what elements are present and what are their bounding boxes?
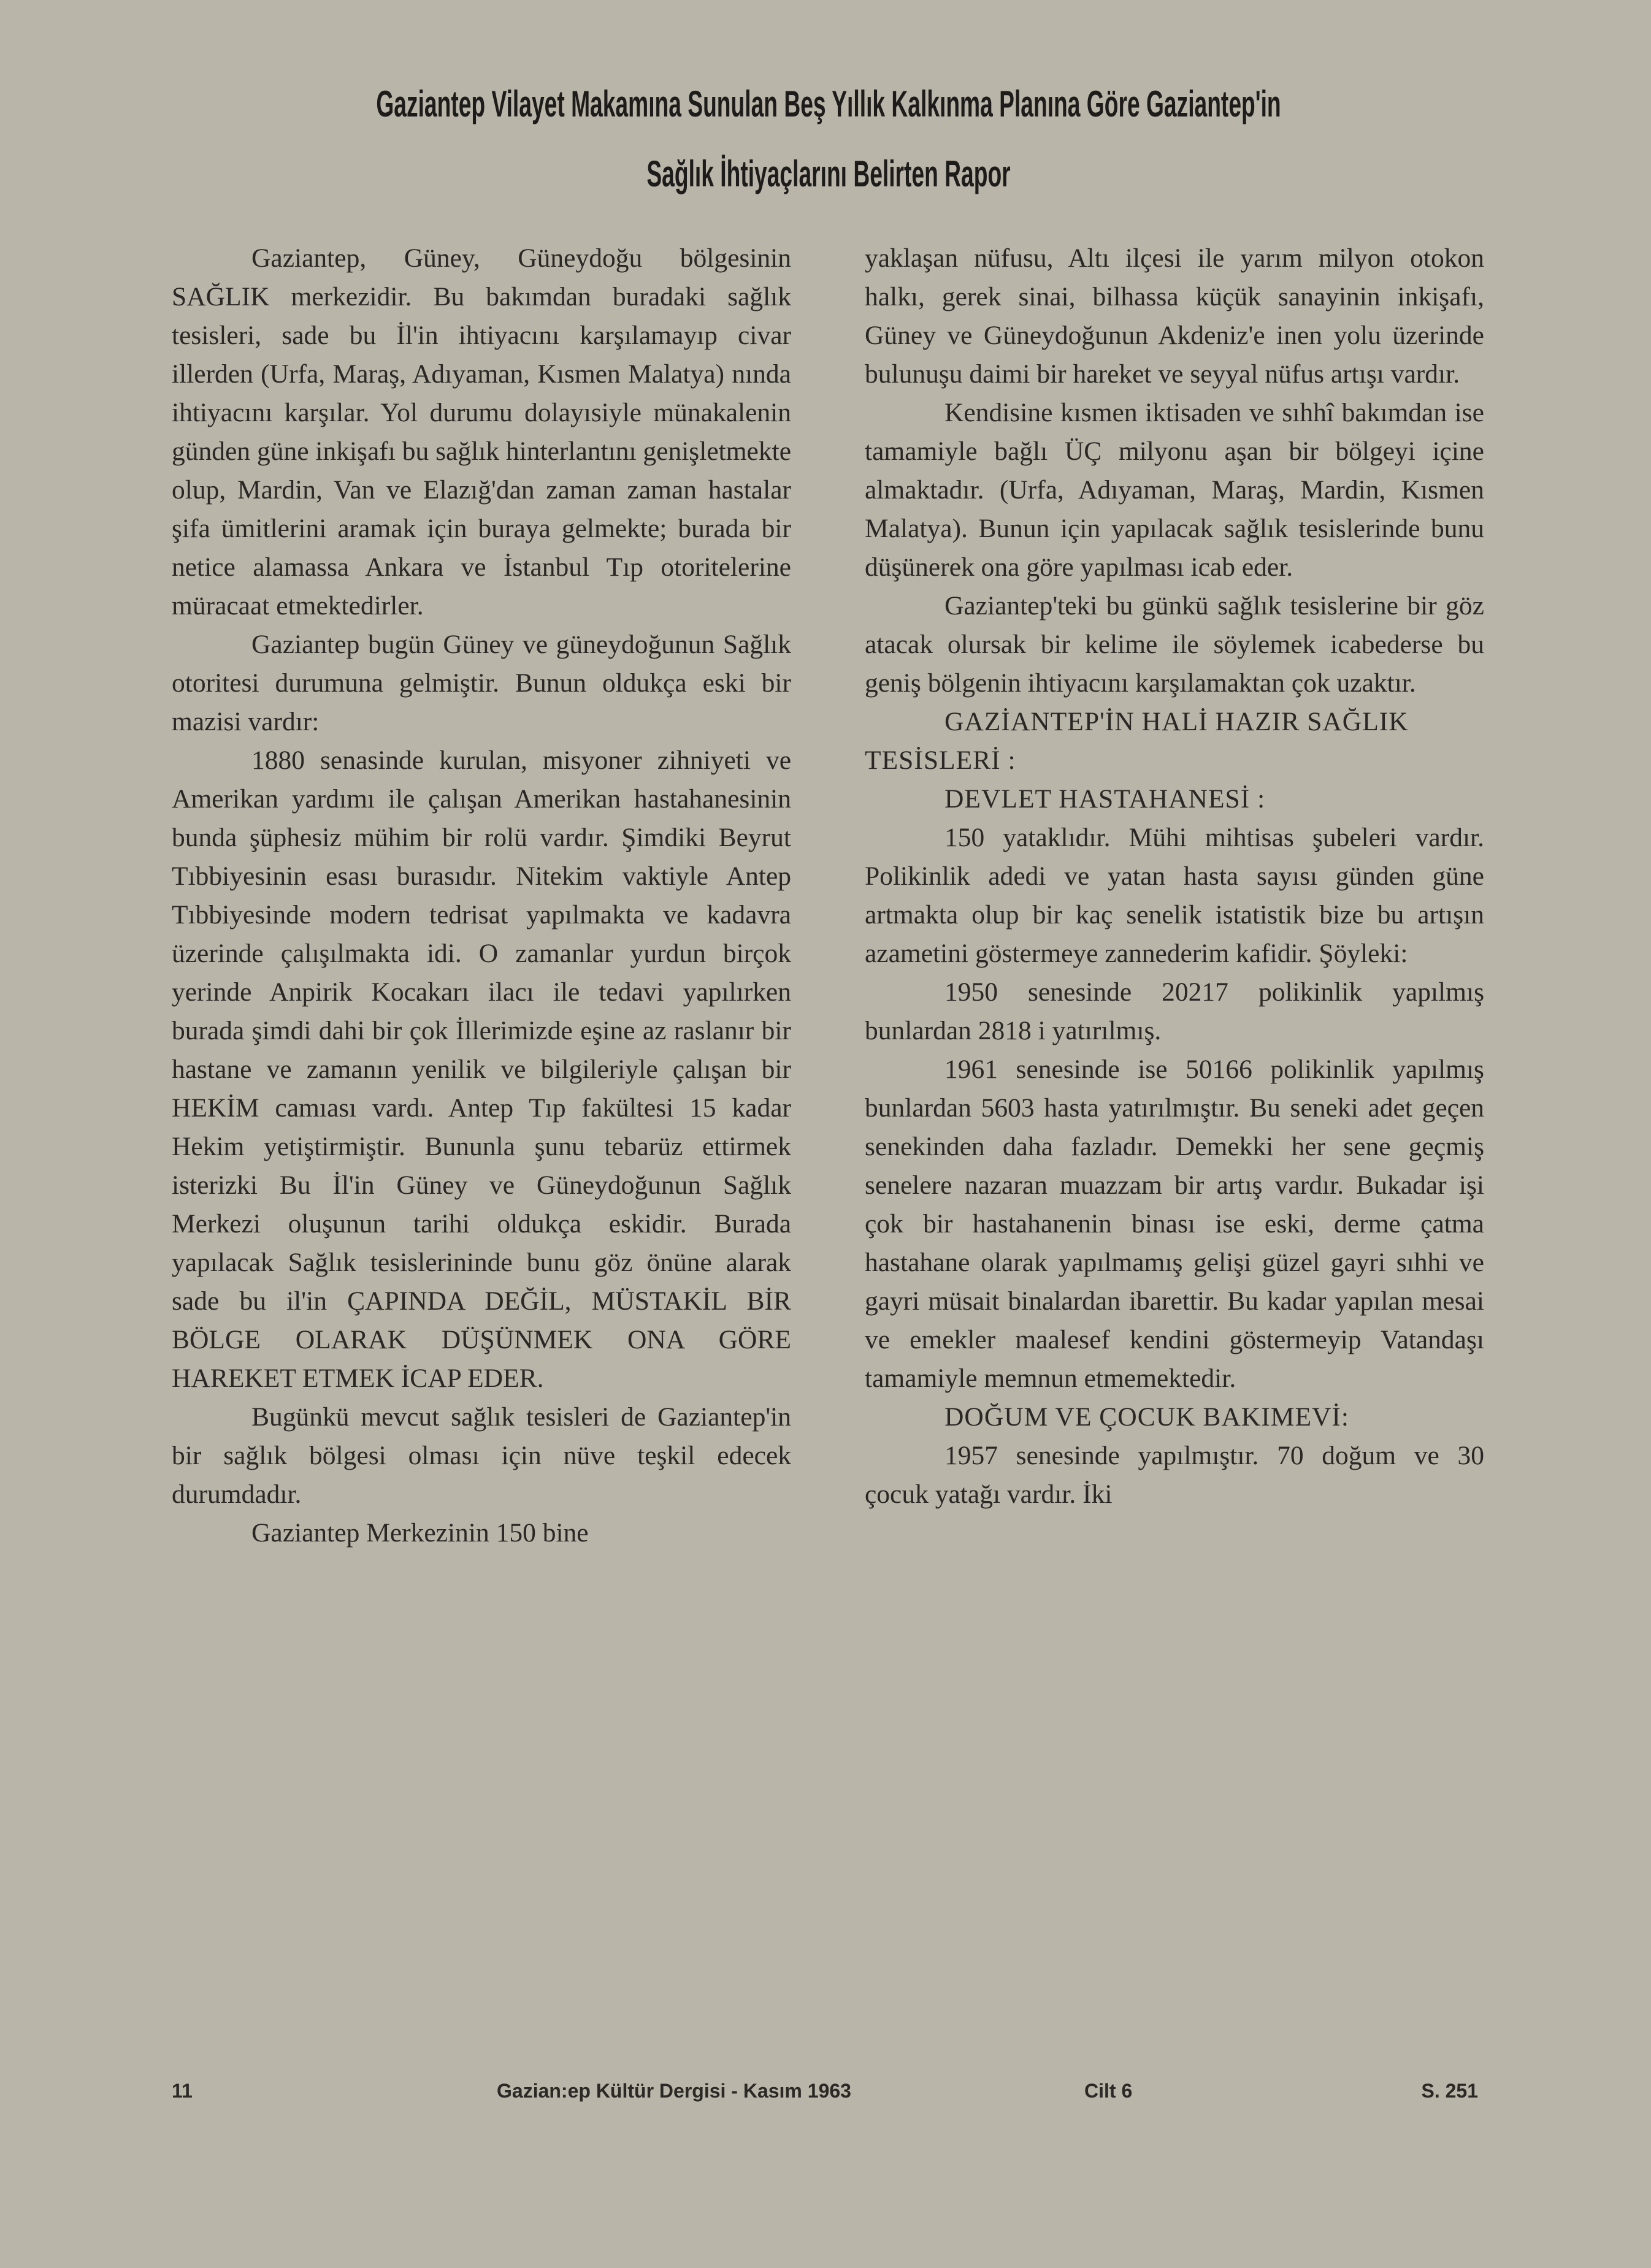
right-paragraph-3: Gaziantep'teki bu günkü sağlık tesislerine bir göz atacak olursak bir kelime ile söylemek icabederse bu geniş bölgenin ihtiyacını karşılamaktan çok uzaktır. bbox=[865, 591, 1484, 698]
left-paragraph-2: Gaziantep bugün Güney ve güneydoğunun Sağlık otoritesi durumuna gelmiştir. Bunun oldukça eski bir mazisi vardır: bbox=[172, 630, 791, 736]
article-body bbox=[172, 239, 1484, 2072]
right-paragraph-1: yaklaşan nüfusu, Altı ilçesi ile yarım milyon otokon halkı, gerek sinai, bilhassa küçük sanayinin inkişafı, Güney ve Güneydoğunun Akdeniz'e inen yolu üzerinde bulunuşu daimi bir hareket ve seyyal nüfus artışı vardır. bbox=[865, 243, 1484, 389]
right-paragraph-6: 1961 senesinde ise 50166 polikinlik yapılmış bunlardan 5603 hasta yatırılmıştır. Bu seneki adet geçen senekinden daha fazladır. Demekki her sene geçmiş senelere nazaran muazzam bir artış vardır. Bukadar işi çok bir hastahanenin binası ise eski, derme çatma hastahane olarak yapılmamış gelişi güzel gayri sıhhi ve gayri müsait binalardan ibarettir. Bu kadar yapılan mesai ve emekler maalesef kendini göstermeyip Vatandaşı tamamiyle memnun etmemektedir. bbox=[865, 1055, 1484, 1393]
footer-volume: Cilt 6 bbox=[1084, 2080, 1133, 2102]
left-paragraph-1: Gaziantep, Güney, Güneydoğu bölgesinin SAĞLIK merkezidir. Bu bakımdan buradaki sağlık tesisleri, sade bu İl'in ihtiyacını karşılamayıp civar illerden (Urfa, Maraş, Adıyaman, Kısmen Malatya) nında ihtiyacını karşılar. Yol durumu dolayısiyle münakalenin günden güne inkişafı bu sağlık hinterlantını genişletmekte olup, Mardin, Van ve Elazığ'dan zaman zaman hastalar şifa ümitlerini aramak için buraya gelmekte; burada bir netice alamassa Ankara ve İstanbul Tıp otoritelerine müracaat etmektedirler. bbox=[172, 243, 791, 620]
right-paragraph-4: 150 yataklıdır. Mühi mihtisas şubeleri vardır. Polikinlik adedi ve yatan hasta sayısı günden güne artmakta olup bir kaç senelik istatistik bize bu artışın azametini göstermeye zannederim kafidir. Şöyleki: bbox=[865, 823, 1484, 968]
footer-publication: Gazian:ep Kültür Dergisi - Kasım 1963 bbox=[497, 2080, 851, 2102]
right-paragraph-5: 1950 senesinde 20217 polikinlik yapılmış bunlardan 2818 i yatırılmış. bbox=[865, 977, 1484, 1045]
footer-page-number: S. 251 bbox=[1421, 2080, 1478, 2102]
section-heading-facilities: GAZİANTEP'İN HALİ HAZIR SAĞLIK TESİSLERİ : bbox=[865, 707, 1409, 775]
section-heading-state-hospital: DEVLET HASTAHANESİ : bbox=[944, 784, 1266, 814]
left-column bbox=[172, 239, 791, 2072]
right-column bbox=[865, 239, 1484, 2072]
left-paragraph-4: Bugünkü mevcut sağlık tesisleri de Gaziantep'in bir sağlık bölgesi olması için nüve teşkil edecek durumdadır. bbox=[172, 1402, 791, 1509]
footer-left-number: 11 bbox=[172, 2080, 193, 2102]
article-title-line-2: Sağlık İhtiyaçlarını Belirten Rapor bbox=[646, 153, 1011, 194]
left-paragraph-3: 1880 senasinde kurulan, misyoner zihniyeti ve Amerikan yardımı ile çalışan Amerikan hastahanesinin bunda şüphesiz mühim bir rolü vardır. Şimdiki Beyrut Tıbbiyesinin esası burasıdır. Nitekim vaktiyle Antep Tıbbiyesinde modern tedrisat yapılmakta ve kadavra üzerinde çalışılmakta idi. O zamanlar yurdun birçok yerinde Anpirik Kocakarı ilacı ile tedavi yapılırken burada şimdi dahi bir çok İllerimizde eşine az raslanır bir hastane ve zamanın yenilik ve bilgileriyle çalışan bir HEKİM camıası vardı. Antep Tıp fakültesi 15 kadar Hekim yetiştirmiştir. Bununla şunu tebarüz ettirmek isterizki Bu İl'in Güney ve Güneydoğunun Sağlık Merkezi oluşunun tarihi oldukça eskidir. Burada yapılacak Sağlık tesislerininde bunu göz önüne alarak sade bu il'in ÇAPINDA DEĞİL, MÜSTAKİL BİR BÖLGE OLARAK DÜŞÜNMEK ONA GÖRE HAREKET ETMEK İCAP EDER. bbox=[172, 746, 791, 1393]
left-paragraph-5: Gaziantep Merkezinin 150 bine bbox=[251, 1518, 589, 1548]
right-paragraph-7: 1957 senesinde yapılmıştır. 70 doğum ve 30 çocuk yatağı vardır. İki bbox=[865, 1441, 1484, 1509]
right-paragraph-2: Kendisine kısmen iktisaden ve sıhhî bakımdan ise tamamiyle bağlı ÜÇ milyonu aşan bir bölgeyi içine almaktadır. (Urfa, Adıyaman, Maraş, Mardin, Kısmen Malatya). Bunun için yapılacak sağlık tesislerinde bunu düşünerek ona göre yapılması icab eder. bbox=[865, 398, 1484, 582]
article-title-line-1: Gaziantep Vilayet Makamına Sunulan Beş Yıllık Kalkınma Planına Göre Gaziantep'in bbox=[376, 83, 1281, 124]
section-heading-maternity: DOĞUM VE ÇOCUK BAKIMEVİ: bbox=[944, 1402, 1349, 1432]
